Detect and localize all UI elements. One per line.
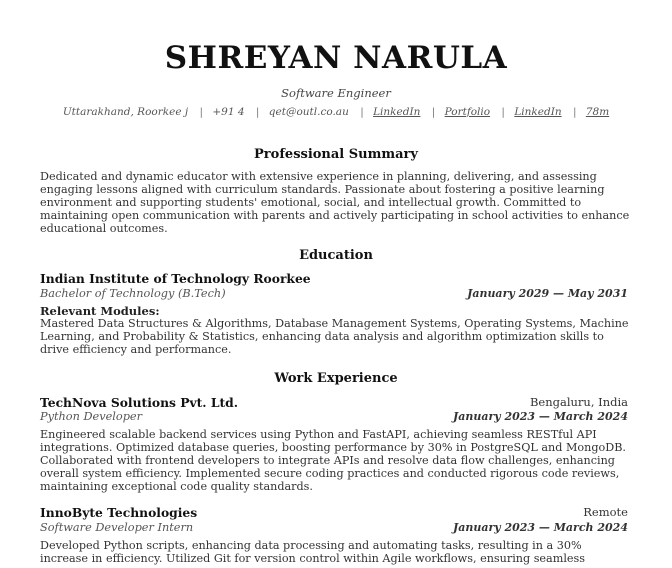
institution-name: Indian Institute of Technology Roorkee (40, 271, 311, 286)
job-location: Remote (583, 505, 628, 519)
modules-text: Mastered Data Structures & Algorithms, Database Management Systems, Operating Systems, Machine Learning, and Probability & Statistics, enhancing data analysis and algorithm optimization skills to drive efficiency and performance. (40, 317, 629, 356)
job-header-row (40, 505, 628, 521)
contact-line (0, 106, 672, 118)
job-description: Engineered scalable backend services using Python and FastAPI, achieving seamless RESTful API integrations. Optimized database queries, boosting performance by 30% in PostgreSQL and MongoDB. Collaborated with frontend developers to integrate APIs and resolve data flow challenges, enhancing overall system efficiency. Implemented secure coding practices and conducted rigorous code reviews, maintaining exceptional code quality standards. (40, 428, 626, 493)
summary-text: Dedicated and dynamic educator with extensive experience in planning, delivering, and assessing engaging lessons aligned with curriculum standards. Passionate about fostering a positive learning environment and supporting students' emotional, social, and intellectual growth. Committed to maintaining open communication with parents and actively participating in school activities to enhance educational outcomes. (40, 170, 630, 235)
job-header-row (40, 395, 628, 411)
separator: | (360, 106, 364, 118)
candidate-name: SHREYAN NARULA (164, 40, 508, 76)
education-heading: Education (299, 248, 373, 263)
job-role: Software Developer Intern (40, 521, 194, 534)
location-text: Uttarakhand, Roorkee j (62, 106, 189, 118)
separator: | (199, 106, 204, 118)
company-name: InnoByte Technologies (40, 505, 198, 520)
separator: | (255, 106, 260, 118)
job-title: Software Engineer (281, 86, 391, 100)
summary-heading: Professional Summary (254, 147, 418, 162)
education-dates: January 2029 — May 2031 (467, 287, 628, 300)
job-role-row (40, 410, 628, 426)
other-link[interactable]: 78m (585, 106, 610, 118)
portfolio-link[interactable]: Portfolio (444, 106, 491, 118)
separator: | (431, 106, 436, 118)
job-dates: January 2023 — March 2024 (453, 521, 628, 534)
job-role: Python Developer (40, 410, 143, 423)
education-institution-row (40, 271, 628, 287)
job-location: Bengaluru, India (529, 395, 628, 409)
job-description: Developed Python scripts, enhancing data processing and automating tasks, resulting in a 30% increase in efficiency. Utilized Git for version control within Agile workflows, ensuring seamless (40, 539, 586, 565)
separator: | (572, 106, 577, 118)
email-link[interactable]: qet@outl.co.au (268, 106, 349, 118)
modules-label: Relevant Modules: (40, 304, 160, 318)
company-name: TechNova Solutions Pvt. Ltd. (40, 395, 239, 410)
phone-text: +91 4 (212, 106, 245, 118)
degree-text: Bachelor of Technology (B.Tech) (40, 287, 226, 300)
job-role-row (40, 521, 628, 537)
job-dates: January 2023 — March 2024 (453, 410, 628, 423)
linkedin-link[interactable]: LinkedIn (373, 106, 421, 118)
experience-heading: Work Experience (274, 371, 398, 386)
education-degree-row (40, 287, 628, 303)
linkedin-link-secondary[interactable]: LinkedIn (514, 106, 562, 118)
separator: | (501, 106, 505, 118)
